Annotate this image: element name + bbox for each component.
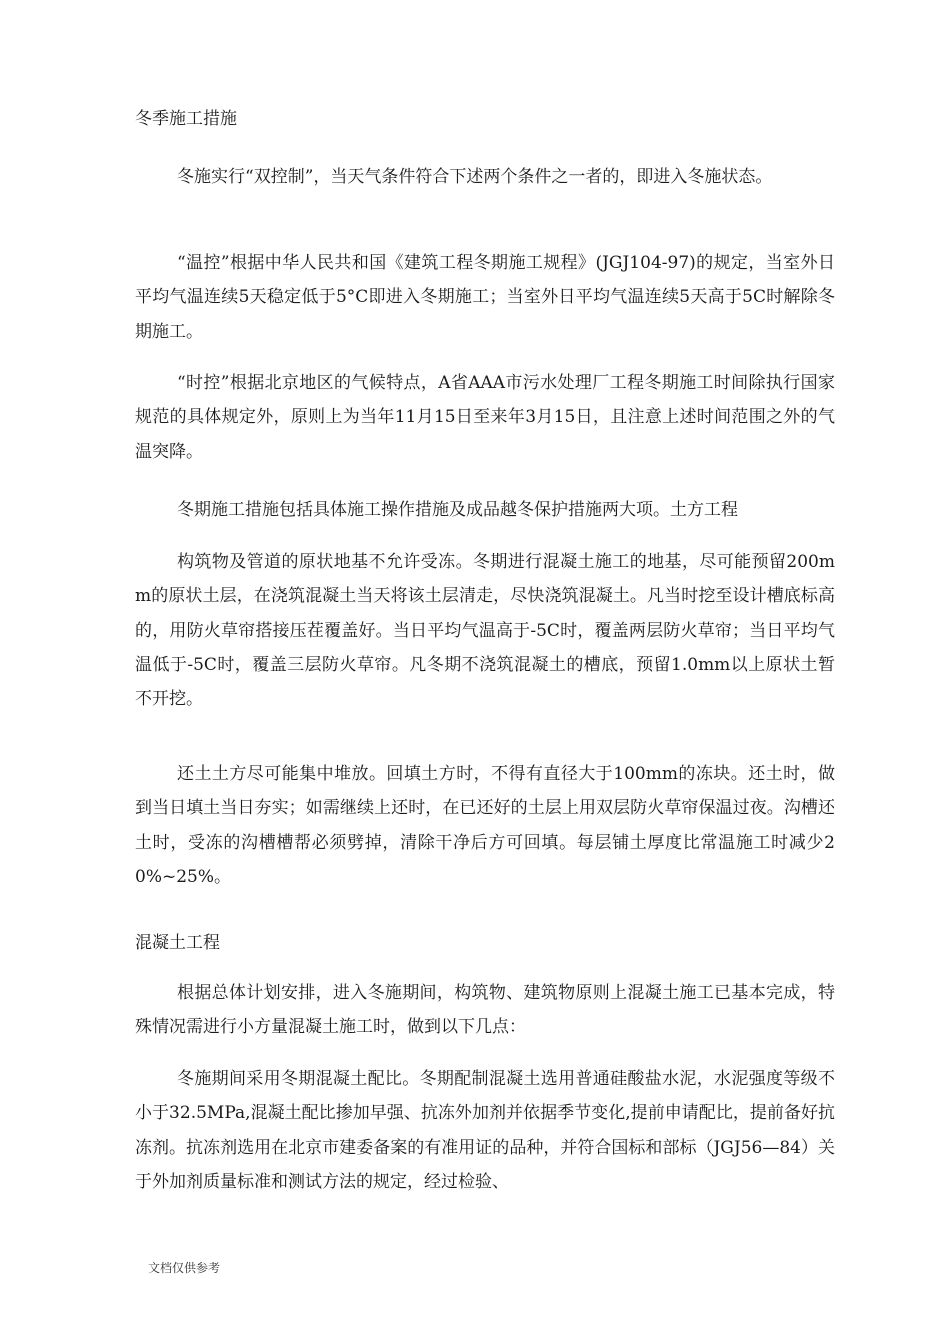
paragraph-time-control: “时控”根据北京地区的气候特点，A省AAA市污水处理厂工程冬期施工时间除执行国家规范的具体规定外，原则上为当年11月15日至来年3月15日，且注意上述时间范围之外的气温突降。 — [135, 373, 835, 462]
paragraph-temperature-control: “温控”根据中华人民共和国《建筑工程冬期施工规程》(JGJ104-97)的规定，当室外日平均气温连续5天稳定低于5°C即进入冬期施工；当室外日平均气温连续5天高于5C时解除冬期施工。 — [135, 253, 835, 342]
paragraph-overall-plan: 根据总体计划安排，进入冬施期间，构筑物、建筑物原则上混凝土施工已基本完成，特殊情况需进行小方量混凝土施工时，做到以下几点： — [135, 983, 835, 1038]
footer-reference-note: 文档仅供参考 — [148, 1261, 221, 1275]
paragraph-dual-control: 冬施实行“双控制”，当天气条件符合下述两个条件之一者的，即进入冬施状态。 — [177, 167, 773, 187]
heading-winter-construction: 冬季施工措施 — [135, 109, 237, 129]
heading-concrete-works: 混凝土工程 — [135, 933, 220, 953]
paragraph-backfill: 还土土方尽可能集中堆放。回填土方时，不得有直径大于100mm的冻块。还土时，做到当日填土当日夯实；如需继续上还时，在已还好的土层上用双层防火草帘保温过夜。沟槽还土时，受冻的沟槽槽帮必须劈掉，清除干净后方可回填。每层铺土厚度比常温施工时减少20%~25%。 — [135, 764, 835, 887]
paragraph-construction-measures: 冬期施工措施包括具体施工操作措施及成品越冬保护措施两大项。土方工程 — [177, 500, 738, 520]
paragraph-concrete-mix: 冬施期间采用冬期混凝土配比。冬期配制混凝土选用普通硅酸盐水泥，水泥强度等级不小于32.5MPa,混凝土配比掺加早强、抗冻外加剂并依据季节变化,提前申请配比，提前备好抗冻剂。抗冻剂选用在北京市建委备案的有准用证的品种，并符合国标和部标（JGJ56—84）关于外加剂质量标准和测试方法的规定，经过检验、 — [135, 1069, 835, 1192]
paragraph-foundation-protection: 构筑物及管道的原状地基不允许受冻。冬期进行混凝土施工的地基，尽可能预留200mm的原状土层，在浇筑混凝土当天将该土层清走，尽快浇筑混凝土。凡当时挖至设计槽底标高的，用防火草帘搭接压茬覆盖好。当日平均气温高于-5C时，覆盖两层防火草帘；当日平均气温低于-5C时，覆盖三层防火草帘。凡冬期不浇筑混凝土的槽底，预留1.0mm以上原状土暂不开挖。 — [135, 552, 835, 710]
